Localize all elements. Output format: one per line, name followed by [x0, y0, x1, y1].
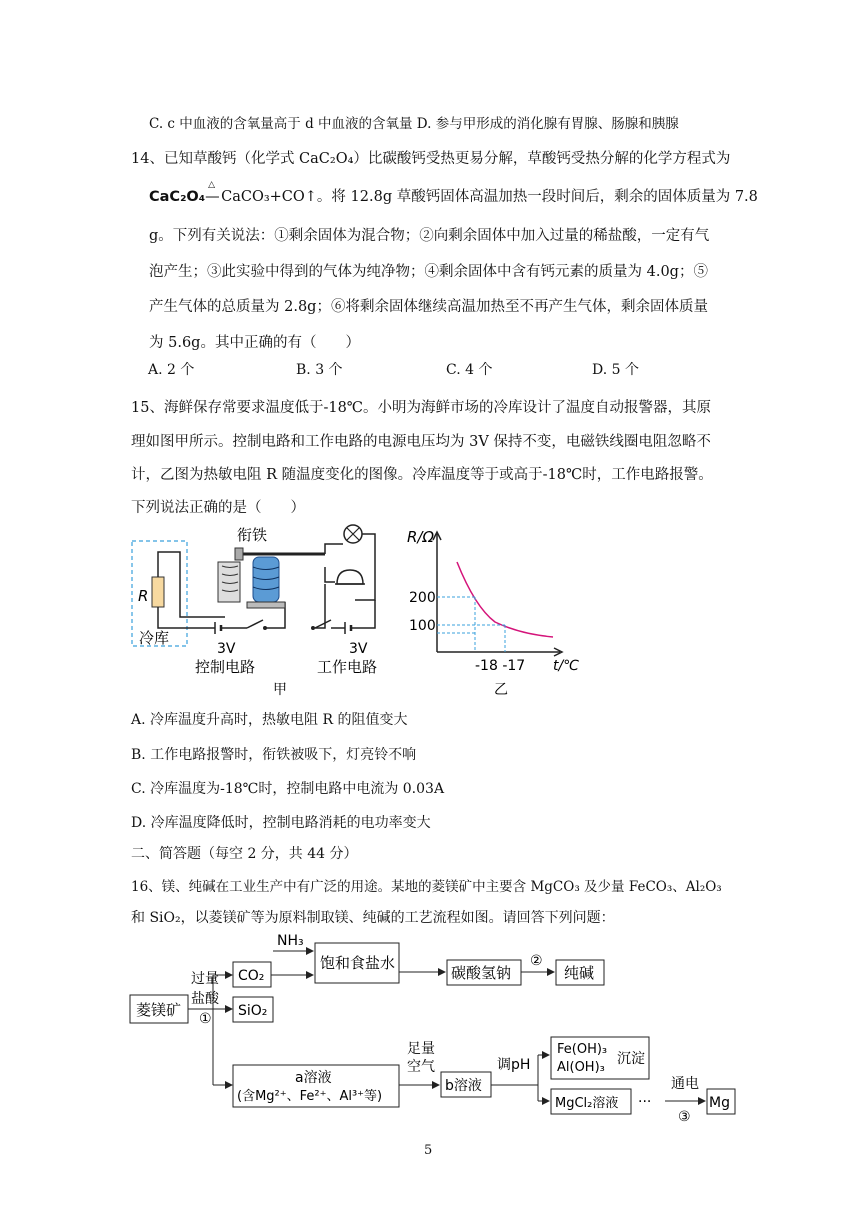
xticks: -18 -17: [475, 658, 526, 674]
label-r: R: [138, 587, 149, 605]
node-co2: CO₂: [238, 968, 265, 984]
q14-line1: 14、已知草酸钙（化学式 CaC₂O₄）比碳酸钙受热更易分解，草酸钙受热分解的化学方程式为: [131, 151, 731, 167]
node-mg: Mg: [709, 1095, 730, 1111]
thermistor-r: [152, 577, 164, 607]
bell-icon: [337, 570, 363, 584]
label-work: 工作电路: [317, 658, 378, 676]
ylabel: R/Ω: [407, 528, 434, 546]
node-brine: 饱和食盐水: [320, 954, 396, 972]
label-coldroom: 冷库: [139, 629, 170, 647]
label-step-1: ①: [199, 1011, 212, 1027]
q15-option-b: B. 工作电路报警时，衔铁被吸下，灯亮铃不响: [131, 747, 417, 763]
q14-option-c: C. 4 个: [446, 362, 493, 378]
circuit-diagram: [125, 522, 395, 702]
q14-option-a: A. 2 个: [148, 362, 195, 378]
q15-option-d: D. 冷库温度降低时，控制电路消耗的电功率变大: [131, 815, 431, 831]
q15-line1: 15、海鲜保存常要求温度低于-18℃。小明为海鲜市场的冷库设计了温度自动报警器，其原: [131, 400, 712, 416]
q13-option-cd: C. c 中血液的含氧量高于 d 中血液的含氧量 D. 参与甲形成的消化腺有胃腺、肠腺和胰腺: [149, 116, 679, 132]
node-a-contents: (含Mg²⁺、Fe²⁺、Al³⁺等): [237, 1089, 383, 1104]
q14-equation: [149, 180, 758, 206]
page-number: 5: [424, 1143, 433, 1158]
q15-option-c: C. 冷库温度为-18℃时，控制电路中电流为 0.03A: [131, 781, 445, 797]
q14-option-d: D. 5 个: [592, 362, 639, 378]
label-dots: ···: [638, 1094, 652, 1110]
q15-option-a: A. 冷库温度升高时，热敏电阻 R 的阻值变大: [131, 712, 408, 728]
q15-line2: 理如图甲所示。控制电路和工作电路的电源电压均为 3V 保持不变，电磁铁线圈电阻忽略不: [131, 434, 711, 450]
label-electrolysis: 通电: [671, 1076, 699, 1092]
equation-arrow: △ —: [205, 180, 220, 205]
ytick-100: 100: [409, 618, 436, 634]
label-air-1: 足量: [407, 1041, 435, 1057]
label-precipitate: 沉淀: [617, 1051, 645, 1067]
section-heading: 二、简答题（每空 2 分，共 44 分）: [131, 846, 358, 862]
node-ore: 菱镁矿: [136, 1001, 182, 1019]
label-step-2: ②: [530, 953, 543, 969]
q14-line6: 为 5.6g。其中正确的有（ ）: [149, 335, 360, 351]
node-mgcl2: MgCl₂溶液: [555, 1096, 619, 1111]
ytick-200: 200: [409, 590, 436, 606]
label-adjust-ph: 调pH: [497, 1057, 531, 1073]
equation-condition: △: [208, 180, 216, 190]
node-a-solution: a溶液: [295, 1070, 332, 1086]
node-sio2: SiO₂: [238, 1003, 268, 1019]
node-soda: 纯碱: [564, 964, 595, 982]
xlabel: t/℃: [553, 658, 579, 674]
label-control: 控制电路: [195, 658, 256, 676]
label-nh3: NH₃: [277, 933, 304, 949]
node-b-solution: b溶液: [445, 1078, 482, 1094]
label-acid-1: 过量: [191, 971, 219, 987]
label-v1: 3V: [217, 641, 236, 657]
label-air-2: 空气: [407, 1059, 435, 1075]
node-nahco3: 碳酸氢钠: [451, 964, 512, 982]
node-feoh3: Fe(OH)₃: [557, 1042, 608, 1057]
equation-right: CaCO₃+CO↑。将 12.8g 草酸钙固体高温加热一段时间后，剩余的固体质量为 7.8: [221, 189, 758, 205]
rt-graph: [405, 522, 590, 702]
label-armature: 衔铁: [237, 526, 268, 544]
q16-line2: 和 SiO₂，以菱镁矿等为原料制取镁、纯碱的工艺流程如图。请回答下列问题：: [131, 910, 615, 926]
q14-line3: g。下列有关说法：①剩余固体为混合物；②向剩余固体中加入过量的稀盐酸，一定有气: [149, 228, 710, 244]
q15-line4: 下列说法正确的是（ ）: [131, 500, 305, 516]
q15-line3: 计，乙图为热敏电阻 R 随温度变化的图像。冷库温度等于或高于-18℃时，工作电路报警。: [131, 467, 713, 483]
q14-option-b: B. 3 个: [296, 362, 343, 378]
node-aloh3: Al(OH)₃: [557, 1060, 605, 1075]
label-v2: 3V: [349, 641, 368, 657]
label-acid-2: 盐酸: [191, 991, 219, 1007]
q14-line5: 产生气体的总质量为 2.8g；⑥将剩余固体继续高温加热至不再产生气体，剩余固体质量: [149, 299, 708, 315]
caption-yi: 乙: [494, 682, 508, 698]
q14-line4: 泡产生；③此实验中得到的气体为纯净物；④剩余固体中含有钙元素的质量为 4.0g；⑤: [149, 264, 708, 280]
equation-left: CaC₂O₄: [149, 189, 206, 205]
label-step-3: ③: [678, 1109, 691, 1125]
process-flow: [125, 925, 745, 1125]
q16-line1: 16、镁、纯碱在工业生产中有广泛的用途。某地的菱镁矿中主要含 MgCO₃ 及少量 FeCO₃、Al₂O₃: [131, 879, 722, 895]
caption-jia: 甲: [273, 682, 287, 698]
